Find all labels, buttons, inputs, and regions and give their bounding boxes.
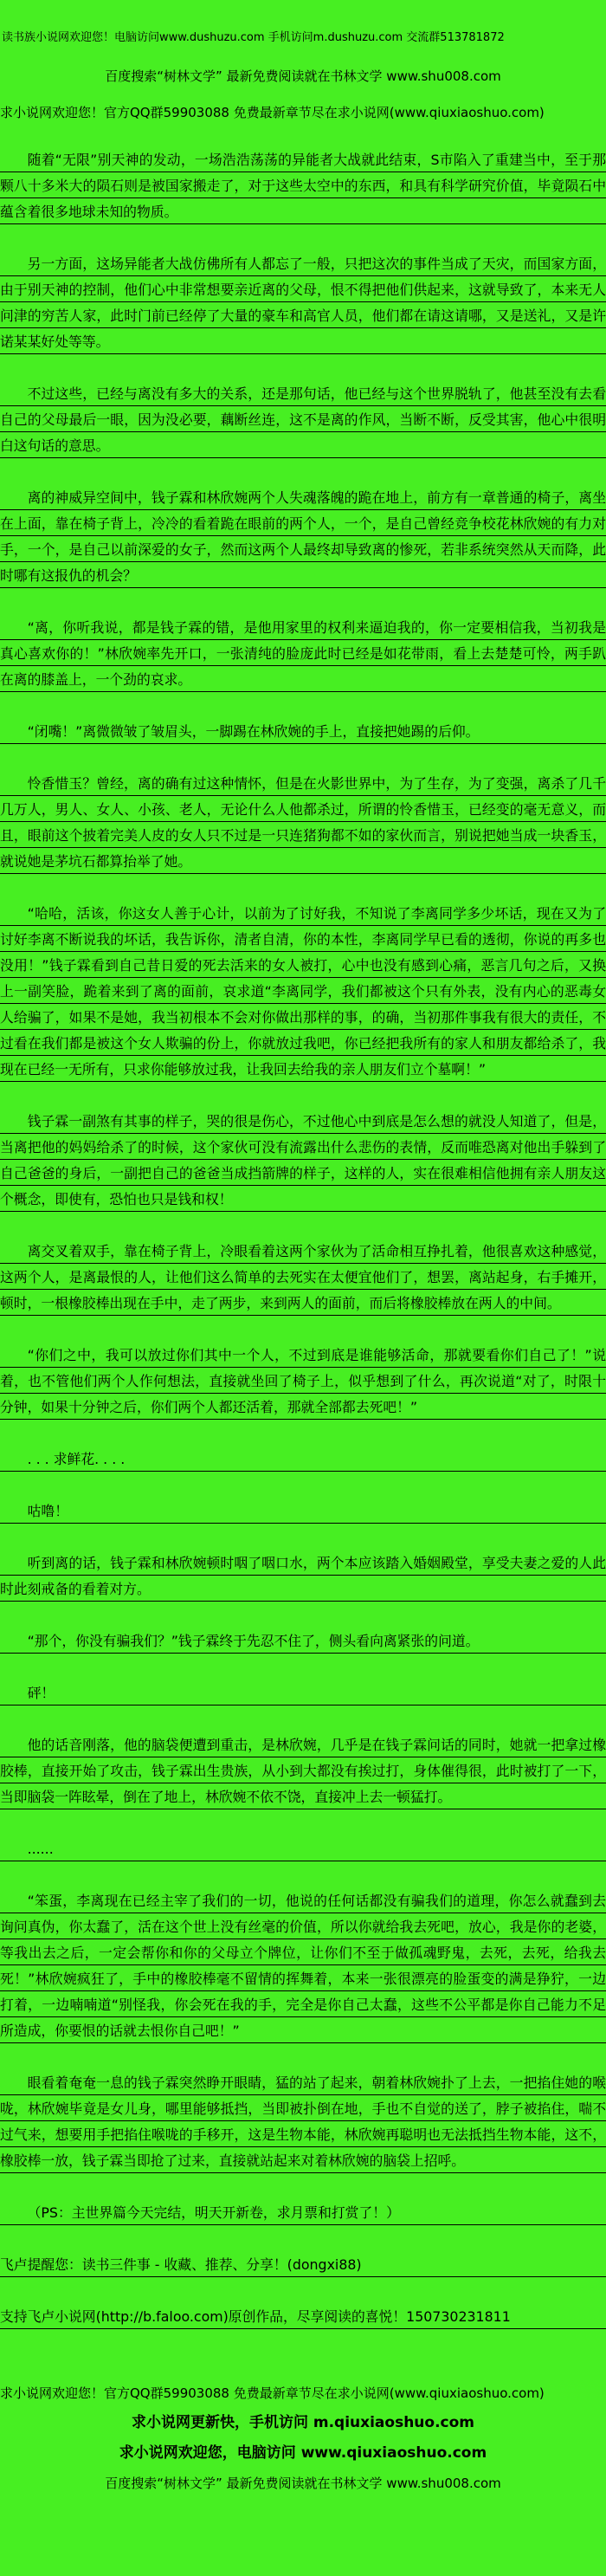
novel-paragraph: 不过这些，已经与离没有多大的关系，还是那句话，他已经与这个世界脱轨了，他甚至没有去看自己的父母最后一眼，因为没必要，藕断丝连，这不是离的作风，当断不断，反受其害，他心中很明白这句话的意思。 xyxy=(0,381,606,459)
novel-paragraph: （PS：主世界篇今天完结，明天开新卷，求月票和打赏了！） xyxy=(0,2200,606,2226)
novel-paragraph: 另一方面，这场异能者大战仿佛所有人都忘了一般，只把这次的事件当成了天灾，而国家方面，由于别天神的控制，他们心中非常想要亲近离的父母，恨不得把他们供起来，这就导致了，本来无人问津的穷苦人家，此时门前已经停了大量的豪车和高官人员，他们都在请这请哪，又是送礼，又是许诺某某好处等等。 xyxy=(0,251,606,355)
footer-notice-shulin: 百度搜索“树林文学” 最新免费阅读就在书林文学 www.shu008.com xyxy=(105,2476,501,2491)
novel-paragraph: 眼看着奄奄一息的钱子霖突然睁开眼睛，猛的站了起来，朝着林欣婉扑了上去，一把掐住她的喉咙，林欣婉毕竟是女儿身，哪里能够抵挡，当即被扑倒在地，手也不自觉的送了，脖子被掐住，喘不过气来，想要用手把掐住喉咙的手移开，这是生物本能，林欣婉再聪明也无法抵挡生物本能，这不，橡胶棒一放，钱子霖当即抢了过来，直接就站起来对着林欣婉的脑袋上招呼。 xyxy=(0,2070,606,2174)
header-notice-qiuxiaoshuo: 求小说网欢迎您！官方QQ群59903088 免费最新章节尽在求小说网(www.qiuxiaoshuo.com) xyxy=(0,105,545,120)
novel-paragraph: “闭嘴！”离微微皱了皱眉头，一脚踢在林欣婉的手上，直接把她踢的后仰。 xyxy=(0,719,606,745)
header-notice-shulin: 百度搜索“树林文学” 最新免费阅读就在书林文学 www.shu008.com xyxy=(105,68,501,84)
novel-paragraph: 他的话音刚落，他的脑袋便遭到重击，是林欣婉，几乎是在钱子霖问话的同时，她就一把拿过橡胶棒，直接开始了攻击，钱子霖出生贵族，从小到大都没有挨过打，身体催得很，此时被打了一下，当即脑袋一阵眩晕，倒在了地上，林欣婉不依不饶，直接冲上去一顿猛打。 xyxy=(0,1732,606,1810)
novel-paragraph: 怜香惜玉？曾经，离的确有过这种情怀，但是在火影世界中，为了生存，为了变强，离杀了几千几万人，男人、女人、小孩、老人，无论什么人他都杀过，所谓的怜香惜玉，已经变的毫无意义，而且，眼前这个披着完美人皮的女人只不过是一只连猪狗都不如的家伙而言，别说把她当成一块香玉，就说她是茅坑石都算抬举了她。 xyxy=(0,771,606,875)
footer-notice-pc-url: 求小说网欢迎您，电脑访问 www.qiuxiaoshuo.com xyxy=(119,2444,487,2462)
novel-paragraph: “你们之中，我可以放过你们其中一个人，不过到底是谁能够活命，那就要看你们自己了！”说着，也不管他们两个人作何想法，直接就坐回了椅子上，似乎想到了什么，再次说道“对了，时限十分钟，如果十分钟之后，你们两个人都还活着，那就全部都去死吧！” xyxy=(0,1343,606,1421)
novel-paragraph: 钱子霖一副煞有其事的样子，哭的很是伤心，不过他心中到底是怎么想的就没人知道了，但是，当离把他的妈妈给杀了的时候，这个家伙可没有流露出什么悲伤的表情，反而唯恐离对他出手躲到了自己爸爸的身后，一副把自己的爸爸当成挡箭牌的样子，这样的人，实在很难相信他拥有亲人朋友这个概念，即使有，恐怕也只是钱和权！ xyxy=(0,1109,606,1213)
novel-paragraph: 离的神威异空间中，钱子霖和林欣婉两个人失魂落魄的跪在地上，前方有一章普通的椅子，离坐在上面，靠在椅子背上，冷冷的看着跪在眼前的两个人，一个，是自己曾经竞争校花林欣婉的有力对手，一个，是自己以前深爱的女子，然而这两个人最终却导致离的惨死，若非系统突然从天而降，此时哪有这报仇的机会？ xyxy=(0,485,606,589)
novel-paragraph: ...... xyxy=(0,1836,606,1862)
footer-notice-mobile-url: 求小说网更新快，手机访问 m.qiuxiaoshuo.com xyxy=(131,2414,475,2431)
novel-paragraph: “那个，你没有骗我们？”钱子霖终于先忍不住了，侧头看向离紧张的问道。 xyxy=(0,1628,606,1654)
novel-paragraph: 砰！ xyxy=(0,1680,606,1706)
novel-paragraph: 离交叉着双手，靠在椅子背上，冷眼看着这两个家伙为了活命相互挣扎着，他很喜欢这种感觉，这两个人，是离最恨的人，让他们这么简单的去死实在太便宜他们了，想罢，离站起身，右手摊开，顿时，一根橡胶棒出现在手中，走了两步，来到两人的面前，而后将橡胶棒放在两人的中间。 xyxy=(0,1239,606,1317)
footer-notice-qiuxiaoshuo: 求小说网欢迎您！官方QQ群59903088 免费最新章节尽在求小说网(www.qiuxiaoshuo.com) xyxy=(0,2385,545,2401)
novel-paragraph: 咕噜！ xyxy=(0,1498,606,1524)
novel-paragraph: 支持飞卢小说网(http://b.faloo.com)原创作品，尽享阅读的喜悦！150730231811 xyxy=(0,2304,606,2330)
novel-paragraph: 飞卢提醒您：读书三件事 - 收藏、推荐、分享！(dongxi88) xyxy=(0,2252,606,2278)
novel-paragraph: “离，你听我说，都是钱子霖的错，是他用家里的权利来逼迫我的，你一定要相信我，当初我是真心喜欢你的！”林欣婉率先开口，一张清纯的脸庞此时已经是如花带雨，看上去楚楚可怜，两手趴在离的膝盖上，一个劲的哀求。 xyxy=(0,615,606,693)
chapter-content xyxy=(0,147,606,2330)
novel-paragraph: 听到离的话，钱子霖和林欣婉顿时咽了咽口水，两个本应该踏入婚姻殿堂，享受夫妻之爱的人此时此刻戒备的看着对方。 xyxy=(0,1550,606,1602)
novel-paragraph: “笨蛋，李离现在已经主宰了我们的一切，他说的任何话都没有骗我们的道理，你怎么就蠢到去询问真伪，你太蠢了，活在这个世上没有丝毫的价值，所以你就给我去死吧，放心，我是你的老婆，等我出去之后，一定会帮你和你的父母立个牌位，让你们不至于做孤魂野鬼，去死，去死，给我去死！”林欣婉疯狂了，手中的橡胶棒毫不留情的挥舞着，本来一张很漂亮的脸蛋变的满是狰狞，一边打着，一边喃喃道“别怪我，你会死在我的手，完全是你自己太蠢，这些不公平都是你自己能力不足所造成，你要恨的话就去恨你自己吧！” xyxy=(0,1888,606,2044)
novel-paragraph: 随着“无限”别天神的发动，一场浩浩荡荡的异能者大战就此结束，S市陷入了重建当中，至于那颗八十多米大的陨石则是被国家搬走了，对于这些太空中的东西，和具有科学研究价值，毕竟陨石中蕴含着很多地球未知的物质。 xyxy=(0,147,606,225)
novel-paragraph: . . . 求鲜花. . . . xyxy=(0,1447,606,1472)
header-notice-dushuzu: 读书族小说网欢迎您！电脑访问www.dushuzu.com 手机访问m.dushuzu.com 交流群513781872 xyxy=(2,31,505,44)
novel-paragraph: “哈哈，活该，你这女人善于心计，以前为了讨好我，不知说了李离同学多少坏话，现在又为了讨好李离不断说我的坏话，我告诉你，清者自清，你的本性，李离同学早已看的透彻，你说的再多也没用！”钱子霖看到自己昔日爱的死去活来的女人被打，心中也没有感到心痛，恶言几句之后，又换上一副笑脸，跪着来到了离的面前，哀求道“李离同学，我们都被这个只有外表，没有内心的恶毒女人给骗了，如果不是她，我当初根本不会对你做出那样的事，的确，当初那件事我有很大的责任，不过看在我们都是被这个女人欺骗的份上，你就放过我吧，你已经把我所有的家人和朋友都给杀了，我现在已经一无所有，只求你能够放过我，让我回去给我的亲人朋友们立个墓啊！” xyxy=(0,901,606,1083)
